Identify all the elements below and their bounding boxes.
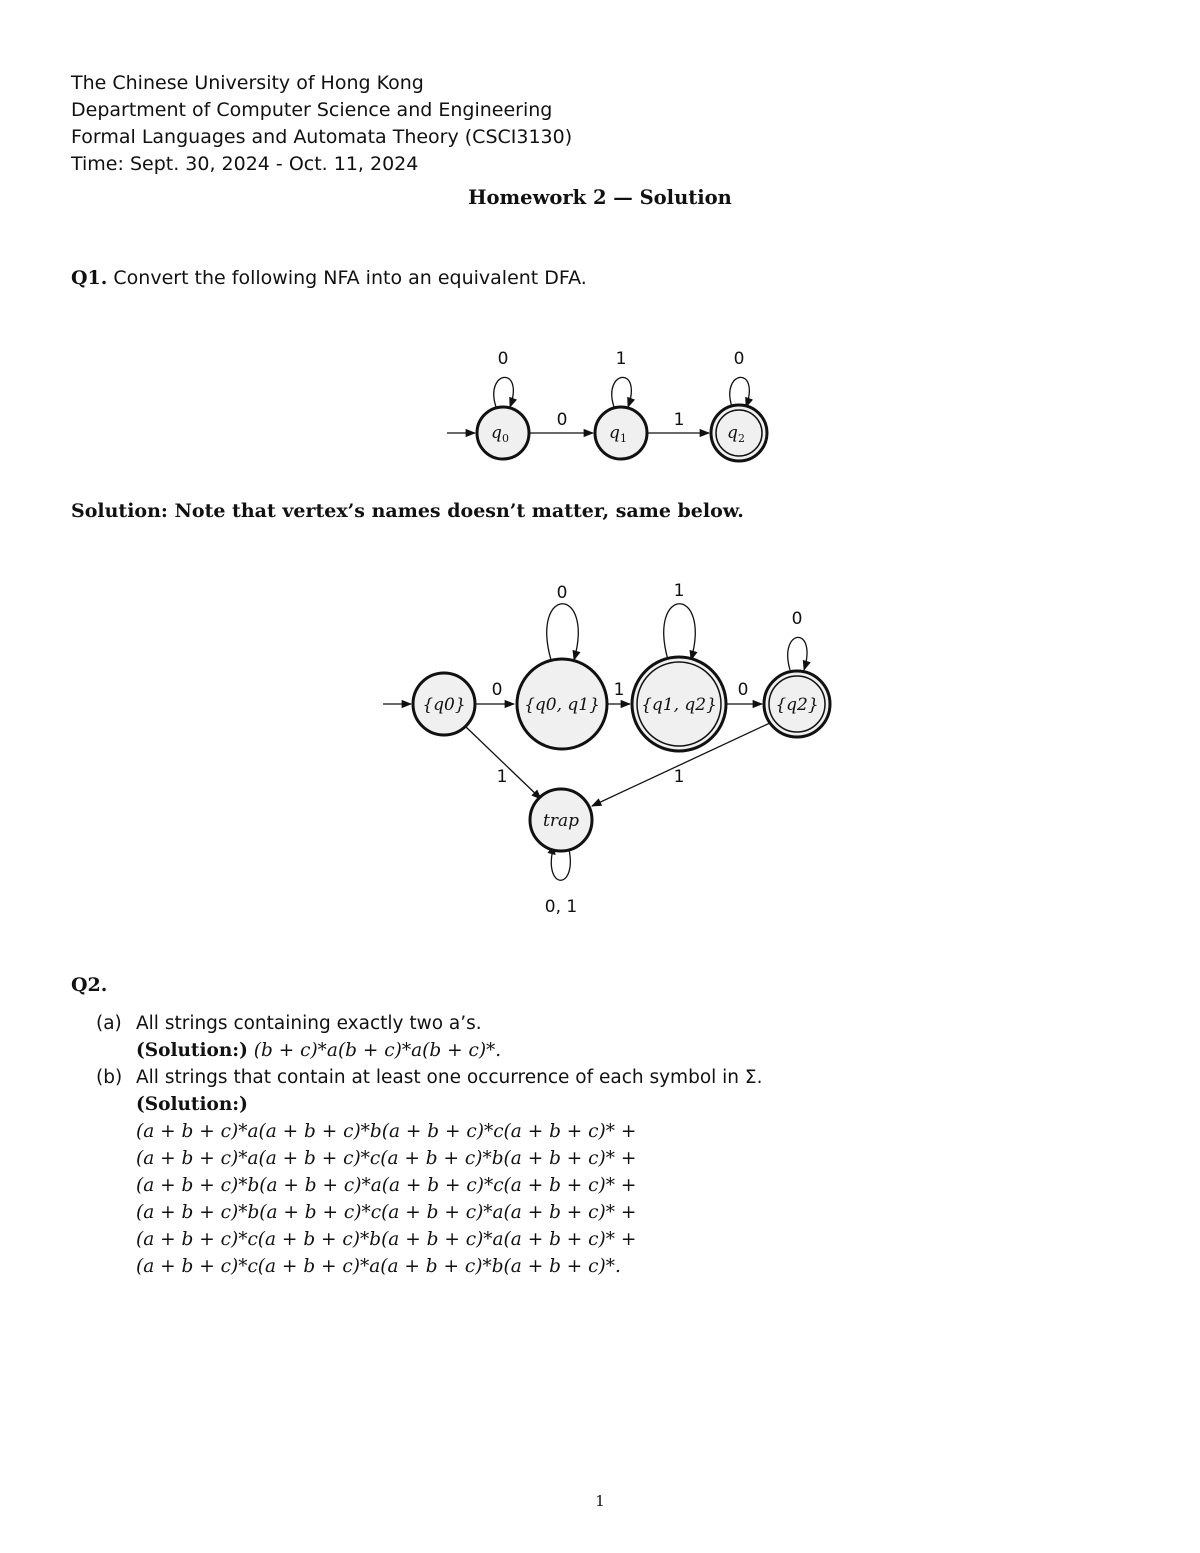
dfa-loop-q1q2 — [664, 604, 695, 660]
nfa-edge-label-q1-q2: 1 — [673, 410, 685, 430]
nfa-edge-label-q0-q1: 0 — [556, 410, 568, 430]
dfa-edge-label-q0-trap: 1 — [496, 767, 508, 787]
q2b-marker: (b) — [96, 1067, 123, 1088]
dfa-edge-q0-trap — [466, 727, 541, 799]
q2b-solution-label: (Solution:) — [136, 1094, 248, 1115]
dfa-state-label-q0q1: {q0, q1} — [524, 695, 600, 715]
q2a-item — [96, 1010, 762, 1037]
dfa-edge-label-q0q1-q1q2: 1 — [613, 680, 625, 700]
dfa-loop-label-trap: 0, 1 — [544, 897, 578, 917]
dfa-loop-q2 — [788, 637, 807, 670]
q2b-item — [96, 1064, 762, 1091]
q2b-solution-line-6: (a + b + c)*c(a + b + c)*a(a + b + c)*b(a + b + c)*. — [136, 1256, 621, 1277]
page-number: 1 — [595, 1492, 605, 1510]
question-2-label: Q2. — [71, 974, 108, 996]
nfa-loop-label-q0: 0 — [497, 349, 509, 369]
department-name: Department of Computer Science and Engineering — [71, 99, 553, 121]
q2b-solution-line-3: (a + b + c)*b(a + b + c)*a(a + b + c)*c(a + b + c)* + — [136, 1175, 637, 1196]
nfa-state-label-q0: $q_0$ — [491, 423, 509, 445]
q2b-solution-line-5: (a + b + c)*c(a + b + c)*b(a + b + c)*a(a + b + c)* + — [136, 1229, 637, 1250]
question-2-list — [96, 1010, 762, 1280]
dfa-state-label-q0: {q0} — [422, 695, 466, 715]
dfa-state-label-trap: trap — [543, 811, 579, 831]
nfa-state-label-q2: $q_2$ — [727, 423, 745, 445]
dfa-state-label-q2: {q2} — [775, 695, 819, 715]
course-name: Formal Languages and Automata Theory (CSCI3130) — [71, 126, 573, 148]
q2b-solution-line-2: (a + b + c)*a(a + b + c)*c(a + b + c)*b(a + b + c)* + — [136, 1148, 637, 1169]
nfa-loop-label-q2: 0 — [733, 349, 745, 369]
dfa-loop-label-q0q1: 0 — [556, 583, 568, 603]
q2a-solution-expression: (b + c)*a(b + c)*a(b + c)*. — [253, 1040, 502, 1061]
q2a-solution-label: (Solution:) — [136, 1040, 248, 1061]
homework-title: Homework 2 — Solution — [468, 186, 732, 209]
q2a-text: All strings containing exactly two a’s. — [136, 1013, 482, 1034]
question-1-label: Q1. — [71, 267, 108, 289]
q2b-solution-line-4: (a + b + c)*b(a + b + c)*c(a + b + c)*a(a + b + c)* + — [136, 1202, 637, 1223]
dfa-loop-label-q1q2: 1 — [673, 581, 685, 601]
q2a-marker: (a) — [96, 1013, 122, 1034]
nfa-loop-label-q1: 1 — [615, 349, 627, 369]
time-range: Time: Sept. 30, 2024 - Oct. 11, 2024 — [71, 153, 419, 175]
nfa-state-label-q1: $q_1$ — [609, 423, 627, 445]
dfa-state-label-q1q2: {q1, q2} — [641, 695, 717, 715]
dfa-edge-label-q0-q0q1: 0 — [491, 680, 503, 700]
question-1-prompt: Convert the following NFA into an equivalent DFA. — [113, 267, 587, 289]
dfa-loop-q0q1 — [547, 604, 578, 660]
q2b-text: All strings that contain at least one occurrence of each symbol in Σ. — [136, 1067, 763, 1088]
solution-1-heading: Solution: Note that vertex’s names doesn’t matter, same below. — [71, 500, 744, 522]
dfa-edge-label-q1q2-q2: 0 — [737, 680, 749, 700]
dfa-edge-label-q2-trap: 1 — [673, 767, 685, 787]
dfa-loop-label-q2: 0 — [791, 609, 803, 629]
q2a-solution — [96, 1037, 762, 1064]
q2b-solution-line-1: (a + b + c)*a(a + b + c)*b(a + b + c)*c(a + b + c)* + — [136, 1121, 637, 1142]
university-name: The Chinese University of Hong Kong — [71, 72, 424, 94]
